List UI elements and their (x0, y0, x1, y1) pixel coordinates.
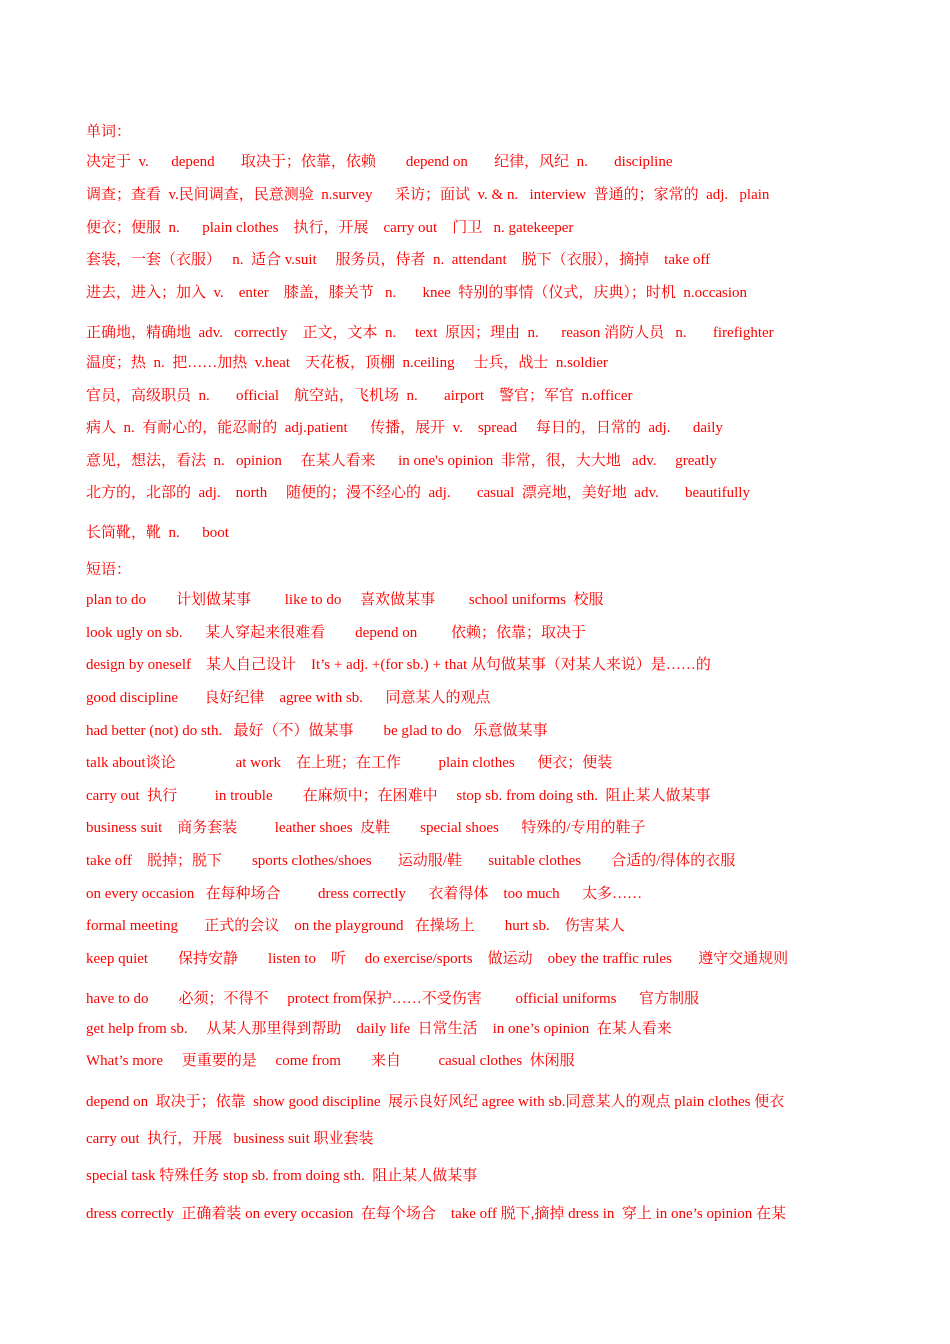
phrase-line: good discipline 良好纪律 agree with sb. 同意某人的观点 (86, 690, 491, 706)
vocab-line: 套装，一套（衣服） n. 适合 v.suit 服务员，侍者 n. attendant 脱下（衣服），摘掉 take off (86, 252, 711, 268)
vocab-line: 官员，高级职员 n. official 航空站，飞机场 n. airport 警官；军官 n.officer (86, 388, 633, 404)
phrase-line: depend on 取决于；依靠 show good discipline 展示良好风纪 agree with sb.同意某人的观点 plain clothes 便衣 (86, 1094, 785, 1110)
phrase-line: dress correctly 正确着装 on every occasion 在每个场合 take off 脱下,摘掉 dress in 穿上 in one’s opinion 在某 (86, 1206, 787, 1222)
vocab-line: 进去，进入；加入 v. enter 膝盖，膝关节 n. knee 特别的事情（仪式，庆典）；时机 n.occasion (86, 285, 748, 301)
phrase-line: keep quiet 保持安静 listen to 听 do exercise/sports 做运动 obey the traffic rules 遵守交通规则 (86, 951, 789, 967)
phrase-line: carry out 执行 in trouble 在麻烦中；在困难中 stop sb. from doing sth. 阻止某人做某事 (86, 788, 711, 804)
phrase-line: special task 特殊任务 stop sb. from doing sth. 阻止某人做某事 (86, 1168, 478, 1184)
vocab-heading: 单词： (86, 124, 132, 140)
phrase-line: carry out 执行，开展 business suit 职业套装 (86, 1131, 374, 1147)
phrase-line: talk about谈论 at work 在上班；在工作 plain clothes 便衣；便装 (86, 755, 613, 771)
phrase-line: on every occasion 在每种场合 dress correctly 衣着得体 too much 太多…… (86, 886, 643, 902)
vocab-line: 意见，想法，看法 n. opinion 在某人看来 in one's opinion 非常，很，大大地 adv. greatly (86, 453, 717, 469)
vocab-line: 北方的，北部的 adj. north 随便的；漫不经心的 adj. casual 漂亮地，美好地 adv. beautifully (86, 485, 750, 501)
vocab-line: 正确地，精确地 adv. correctly 正文，文本 n. text 原因；理由 n. reason 消防人员 n. firefighter (86, 325, 774, 341)
vocab-line: 便衣；便服 n. plain clothes 执行，开展 carry out 门卫 n. gatekeeper (86, 220, 574, 236)
phrase-line: take off 脱掉；脱下 sports clothes/shoes 运动服/鞋 suitable clothes 合适的/得体的衣服 (86, 853, 736, 869)
phrase-line: look ugly on sb. 某人穿起来很难看 depend on 依赖；依靠；取决于 (86, 625, 586, 641)
vocab-line: 长筒靴，靴 n. boot (86, 525, 229, 541)
phrase-line: What’s more 更重要的是 come from 来自 casual clothes 休闲服 (86, 1053, 575, 1069)
phrase-line: plan to do 计划做某事 like to do 喜欢做某事 school uniforms 校服 (86, 592, 604, 608)
vocab-line: 调查；查看 v.民间调查，民意测验 n.survey 采访；面试 v. & n. interview 普通的；家常的 adj. plain (86, 187, 770, 203)
vocab-line: 决定于 v. depend 取决于；依靠，依赖 depend on 纪律，风纪 n. discipline (86, 154, 673, 170)
vocab-line: 温度；热 n. 把……加热 v.heat 天花板，顶棚 n.ceiling 士兵，战士 n.soldier (86, 355, 608, 371)
phrase-heading: 短语： (86, 562, 132, 578)
phrase-line: get help from sb. 从某人那里得到帮助 daily life 日常生活 in one’s opinion 在某人看来 (86, 1021, 672, 1037)
phrase-line: formal meeting 正式的会议 on the playground 在操场上 hurt sb. 伤害某人 (86, 918, 625, 934)
phrase-line: have to do 必须；不得不 protect from保护……不受伤害 official uniforms 官方制服 (86, 991, 699, 1007)
phrase-line: had better (not) do sth. 最好（不）做某事 be glad to do 乐意做某事 (86, 723, 548, 739)
vocab-line: 病人 n. 有耐心的，能忍耐的 adj.patient 传播，展开 v. spread 每日的，日常的 adj. daily (86, 420, 723, 436)
phrase-line: business suit 商务套装 leather shoes 皮鞋 special shoes 特殊的/专用的鞋子 (86, 820, 646, 836)
phrase-line: design by oneself 某人自己设计 It’s + adj. +(for sb.) + that 从句做某事（对某人来说）是……的 (86, 657, 711, 673)
